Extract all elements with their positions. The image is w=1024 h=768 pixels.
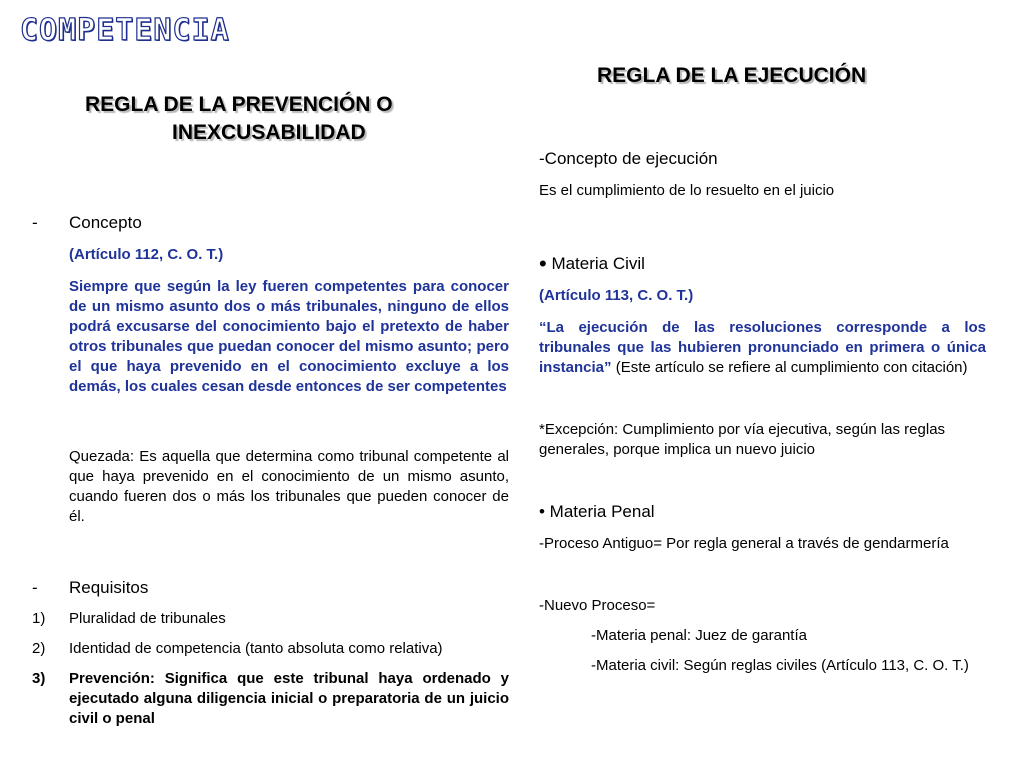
concepto-row [32, 212, 509, 234]
requisito-text: Prevención: Significa que este tribunal haya ordenado y ejecutado alguna diligencia inicial o preparatoria de un juicio civil o penal [69, 670, 509, 727]
requisito-item [32, 639, 509, 659]
articulo-112: (Artículo 112, C. O. T.) [69, 246, 224, 263]
materia-penal-label: • Materia Penal [539, 502, 655, 521]
requisito-text: Identidad de competencia (tanto absoluta como relativa) [69, 640, 443, 657]
requisito-marker: 2) [32, 640, 46, 657]
requisitos-label: Requisitos [69, 578, 149, 597]
requisito-text: Pluralidad de tribunales [69, 610, 226, 627]
requisito-item [32, 609, 509, 629]
articulo-113-note: (Este artículo se refiere al cumplimiento con citación) [615, 359, 968, 376]
materia-civil-row [539, 253, 986, 275]
concepto-ejecucion-label: -Concepto de ejecución [539, 149, 718, 168]
left-heading-line2: INEXCUSABILIDAD [172, 121, 366, 144]
excepcion-text: *Excepción: Cumplimiento por vía ejecutiva, según las reglas generales, porque implica un nuevo juicio [539, 421, 946, 458]
proceso-antiguo-text: -Proceso Antiguo= Por regla general a través de gendarmería [539, 535, 949, 552]
quezada-definition: Quezada: Es aquella que determina como tribunal competente al que haya prevenido en el conocimiento de un mismo asunto, cuando fueren dos o más los tribunales que pueden conocer de él. [69, 448, 509, 525]
nuevo-proceso-item: -Materia civil: Según reglas civiles (Artículo 113, C. O. T.) [591, 657, 969, 674]
concepto-ejecucion-text: Es el cumplimiento de lo resuelto en el juicio [539, 182, 835, 199]
requisitos-marker: - [32, 578, 38, 597]
articulo-113-text [539, 318, 986, 378]
materia-civil-label: Materia Civil [551, 254, 645, 273]
left-heading-line1: REGLA DE LA PREVENCIÓN O [85, 93, 393, 116]
concepto-label: Concepto [69, 213, 142, 232]
requisito-marker: 1) [32, 610, 46, 627]
nuevo-proceso-item: -Materia penal: Juez de garantía [591, 627, 807, 644]
articulo-113-quote: “La ejecución de las resoluciones corresponde a los tribunales que las hubieren pronunciado en primera o única instancia” [539, 319, 986, 376]
left-heading [85, 91, 465, 147]
bullet-icon: • [539, 251, 547, 276]
articulo-112-text: Siempre que según la ley fueren competentes para conocer de un mismo asunto dos o más tribunales, ninguno de ellos podrá excusarse del conocimiento bajo el pretexto de haber otros tribunales que puedan conocer del mismo asunto; pero el que haya prevenido en el conocimiento excluye a los demás, los cuales cesan desde entonces de ser competentes [69, 278, 509, 395]
articulo-113: (Artículo 113, C. O. T.) [539, 287, 694, 304]
right-heading: REGLA DE LA EJECUCIÓN [597, 64, 867, 87]
requisito-item [32, 669, 509, 729]
requisitos-row [32, 577, 509, 599]
right-column [539, 148, 986, 676]
left-column [32, 212, 509, 729]
nuevo-proceso-label: -Nuevo Proceso= [539, 597, 656, 614]
concepto-marker: - [32, 213, 38, 232]
requisito-marker: 3) [32, 670, 46, 687]
slide-title: COMPETENCIA [20, 13, 230, 48]
